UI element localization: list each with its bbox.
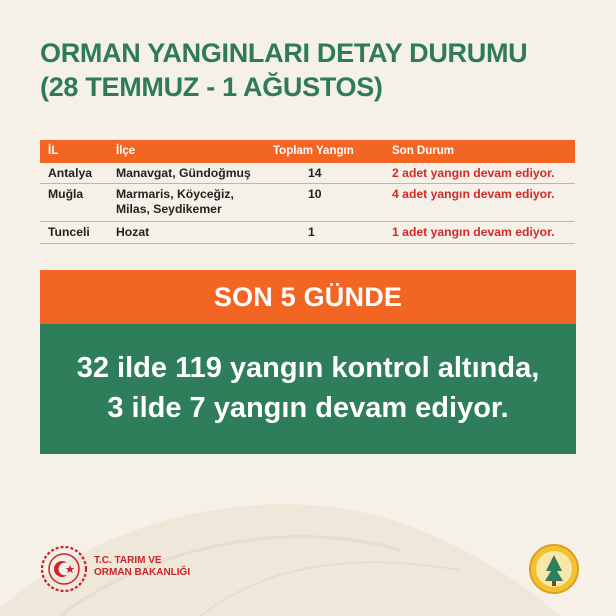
summary-line-1: 32 ilde 119 yangın kontrol altında, <box>76 352 540 384</box>
cell-toplam: 14 <box>308 166 322 180</box>
cell-ilce <box>116 187 234 217</box>
page-title <box>40 36 600 104</box>
summary-box <box>40 324 576 454</box>
header-il: İL <box>48 145 59 157</box>
fire-table <box>40 140 575 244</box>
table-row <box>40 222 575 244</box>
summary-line-2: 3 ilde 7 yangın devam ediyor. <box>107 392 509 424</box>
cell-ilce-line1: Marmaris, Köyceğiz, <box>116 187 234 201</box>
cell-toplam: 10 <box>308 187 322 201</box>
cell-il: Antalya <box>48 166 93 180</box>
table-row <box>40 184 575 222</box>
cell-il: Muğla <box>48 187 84 201</box>
ministry-name-line2: ORMAN BAKANLIĞI <box>94 567 191 578</box>
title-line-1: ORMAN YANGINLARI DETAY DURUMU <box>40 38 528 68</box>
summary-heading: SON 5 GÜNDE <box>40 270 576 324</box>
cell-ilce: Manavgat, Gündoğmuş <box>116 166 251 180</box>
ministry-emblem-icon <box>40 545 88 593</box>
header-ilce: İlçe <box>116 145 136 157</box>
ministry-name-line1: T.C. TARIM VE <box>94 555 162 566</box>
header-durum: Son Durum <box>392 145 454 157</box>
table-row <box>40 163 575 184</box>
cell-durum: 2 adet yangın devam ediyor. <box>392 166 555 180</box>
cell-toplam: 1 <box>308 225 315 239</box>
ministry-logo <box>40 545 260 593</box>
ministry-name <box>94 555 190 579</box>
ogm-badge-icon <box>528 543 580 595</box>
cell-durum: 1 adet yangın devam ediyor. <box>392 225 555 239</box>
cell-ilce-line2: Milas, Seydikemer <box>116 202 222 216</box>
table-header <box>40 140 575 163</box>
header-toplam: Toplam Yangın <box>273 145 354 157</box>
cell-ilce: Hozat <box>116 225 150 239</box>
cell-durum: 4 adet yangın devam ediyor. <box>392 187 555 201</box>
title-line-2: (28 TEMMUZ - 1 AĞUSTOS) <box>40 72 383 102</box>
cell-il: Tunceli <box>48 225 90 239</box>
